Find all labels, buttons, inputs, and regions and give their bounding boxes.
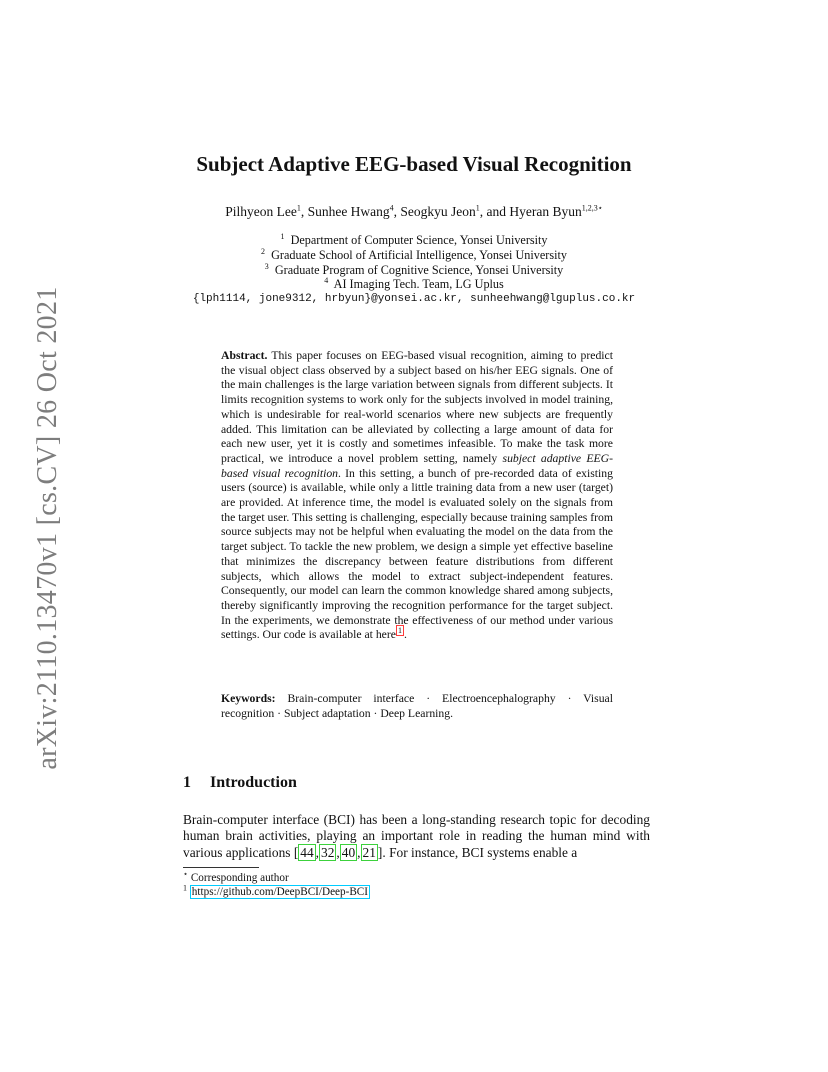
author-separator: , and <box>479 204 510 219</box>
abstract-text: . <box>403 628 407 642</box>
affiliation-line <box>0 277 828 292</box>
paragraph-text: ]. For instance, BCI systems enable a <box>377 844 578 860</box>
abstract-emphasis: subject adaptive EEG-based visual recognition <box>221 451 613 480</box>
author-name: Pilhyeon Lee <box>225 204 297 219</box>
affiliation-text: Graduate Program of Cognitive Science, Yonsei University <box>274 262 564 277</box>
keywords-text: Brain-computer interface · Electroencephalography · Visual recognition · Subject adaptation · Deep Learning. <box>221 692 613 720</box>
keywords <box>221 692 613 721</box>
affiliation-mark: 2 <box>261 246 266 256</box>
abstract-text: This paper focuses on EEG-based visual recognition, aiming to predict the visual object class observed by a subject based on his/her EEG signals. One of the main challenges is the large variation between signals from different subjects. It limits recognition systems to work only for the subjects involved in model training, which is undesirable for real-world scenarios where new subjects are frequently added. This limitation can be alleviated by collecting a large amount of data for each new user, yet it is costly and sometimes infeasible. To make the task more practical, we introduce a novel problem setting, namely <box>221 349 613 465</box>
citation-link[interactable]: 44 <box>300 844 314 860</box>
author-affiliation-mark: 1,2,3⋆ <box>581 203 603 213</box>
author-emails: {lph1114, jone9312, hrbyun}@yonsei.ac.kr, sunheehwang@lguplus.co.kr <box>192 293 636 306</box>
footnote-mark: ⋆ <box>183 869 189 879</box>
footnote-text: Corresponding author <box>190 872 289 884</box>
citation-link[interactable]: 40 <box>341 844 356 860</box>
keywords-label: Keywords: <box>221 692 276 705</box>
author-affiliation-mark: 1 <box>296 203 301 213</box>
affiliation-line <box>0 233 828 248</box>
code-repository-link[interactable]: https://github.com/DeepBCI/Deep-BCI <box>191 886 368 898</box>
author-name: Hyeran Byun <box>509 204 582 219</box>
footnote-mark: 1 <box>183 883 187 893</box>
abstract-text: . In this setting, a bunch of pre-recorded data of existing users (source) is available, while only a little training data from a new user (target) are provided. At inference time, the model is evaluated solely on the signals from the target user. This setting is challenging, especially because training samples from source subjects may not be helpful when evaluating the model on the data from the target subject. To tackle the new problem, we design a simple yet effective baseline that minimizes the discrepancy between feature distributions from different subjects, which allows the model to extract subject-independent features. Consequently, our model can learn the common knowledge shared among subjects, thereby significantly improving the recognition performance for the target subject. In the experiments, we demonstrate the effectiveness of our method under various settings. Our code is available at here <box>221 466 613 642</box>
affiliation-text: AI Imaging Tech. Team, LG Uplus <box>333 277 504 292</box>
affiliation-mark: 1 <box>280 231 285 241</box>
section-title: Introduction <box>210 774 297 791</box>
affiliation-mark: 4 <box>324 276 329 286</box>
footnote <box>183 871 370 885</box>
affiliation-mark: 3 <box>264 261 269 271</box>
footnotes <box>183 871 370 899</box>
author-separator: , <box>300 204 308 219</box>
abstract-label: Abstract. <box>221 349 268 362</box>
citation-link[interactable]: 32 <box>321 844 335 860</box>
affiliation-text: Department of Computer Science, Yonsei University <box>290 233 548 247</box>
affiliation-block <box>0 233 828 307</box>
author-affiliation-mark: 4 <box>389 203 394 213</box>
arxiv-identifier-stamp: arXiv:2110.13470v1 [cs.CV] 26 Oct 2021 <box>32 286 63 770</box>
affiliation-text: Graduate School of Artificial Intelligence, Yonsei University <box>271 247 567 262</box>
affiliation-line <box>0 263 828 278</box>
introduction-paragraph: Brain-computer interface (BCI) has been a long-standing research topic for decoding human brain activities, playing an important role in reading the human mind with various applications [ 44 , 32 , 40 , 21 ]. For instance, BCI systems enable a <box>183 812 650 860</box>
paragraph-text: Brain-computer interface (BCI) has been a long-standing research topic for decoding human brain activities, playing an important role in reading the human mind with various applications [ <box>183 812 650 860</box>
author-affiliation-mark: 1 <box>475 203 480 213</box>
affiliation-line <box>0 248 828 263</box>
section-number: 1 <box>183 774 191 791</box>
author-list <box>0 204 828 220</box>
footnote-reference-link[interactable]: 1 <box>397 626 402 636</box>
paper-title: Subject Adaptive EEG-based Visual Recognition <box>196 152 632 176</box>
author-name: Sunhee Hwang <box>307 204 390 219</box>
citation-link[interactable]: 21 <box>362 844 376 860</box>
abstract <box>221 349 613 643</box>
footnote <box>183 885 370 899</box>
author-separator: , <box>393 204 401 219</box>
section-heading <box>183 774 297 792</box>
footnote-divider <box>183 867 259 868</box>
author-name: Seogkyu Jeon <box>400 204 476 219</box>
